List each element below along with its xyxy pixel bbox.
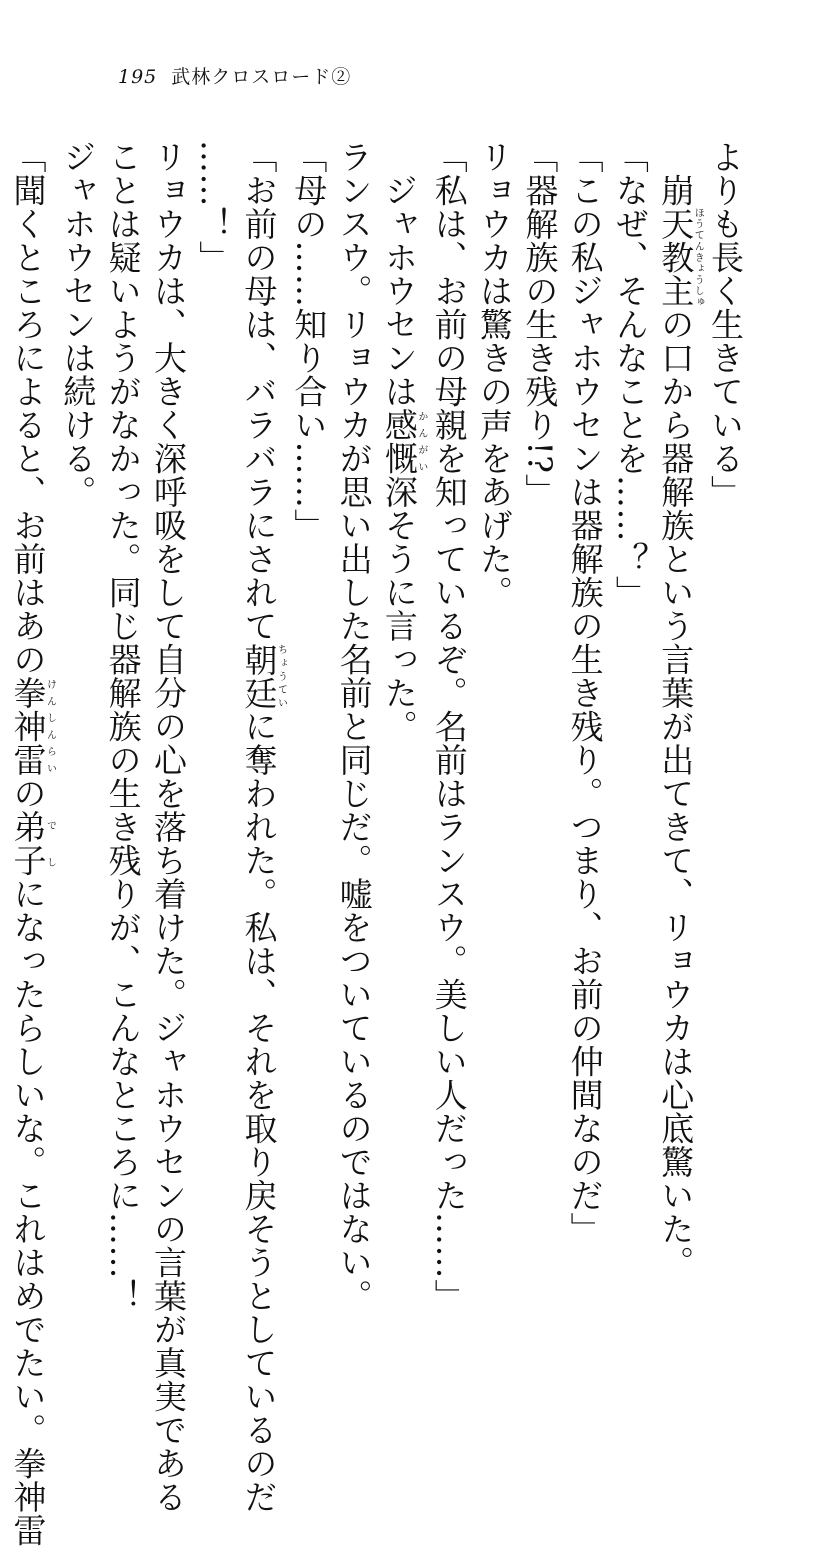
book-title: 武林クロスロード② [171, 66, 352, 88]
text-line: 「器解族の生き残り!?」 [520, 140, 560, 507]
text-line: 「母の……知り合い……」 [289, 140, 329, 542]
text-line: ジャホウセンは続ける。 [58, 140, 98, 509]
ruby-reading: でし [44, 810, 56, 877]
text-line: ことは疑いようがなかった。同じ器解族の生き残りが、こんなところに……！ [103, 140, 143, 1313]
vertical-text-body [5, 140, 748, 1547]
ruby-word: 拳神雷けんしんらい [8, 676, 56, 777]
ruby-reading: けんしんらい [44, 676, 56, 777]
text-line-ruby: ジャホウセンは感慨かんがい深そうに言った。 [379, 140, 427, 743]
text-line-ruby: 崩天教主ほうてんきょうしゅの口から器解族という言葉が出てきて、リョウカは心底驚いた。 [656, 140, 704, 1279]
page-number: 195 [118, 66, 158, 88]
text-line: 「私は、お前の母親を知っているぞ。名前はランスウ。美しい人だった……」 [429, 140, 469, 1313]
text-line: よりも長く生きている」 [706, 140, 745, 509]
ruby-reading: かんがい [415, 408, 427, 475]
text-line-ruby: 「お前の母は、バラバラにされて朝廷ちょうていに奪われた。私は、それを取り戻そうとしているのだ [239, 140, 287, 1514]
text-line: リョウカは驚きの声をあげた。 [475, 140, 515, 609]
text-line: ランスウ。リョウカが思い出した名前と同じだ。嘘をついているのではない。 [334, 140, 374, 1313]
text-line: リョウカは、大きく深呼吸をして自分の心を落ち着けた。ジャホウセンの言葉が真実である [148, 140, 188, 1514]
text-line-ruby: 「聞くところによると、お前はあの拳神雷けんしんらいの弟子でしになったらしいな。これはめでたい。拳神雷 [8, 140, 56, 1547]
ruby-reading: ちょうてい [275, 642, 287, 710]
ruby-word: 感慨かんがい [379, 408, 427, 475]
ruby-word: 朝廷ちょうてい [239, 642, 287, 710]
ruby-reading: ほうてんきょうしゅ [692, 207, 704, 308]
running-header [118, 62, 351, 89]
ruby-word: 弟子でし [8, 810, 56, 877]
text-line: 「この私ジャホウセンは器解族の生き残り。つまり、お前の仲間なのだ」 [565, 140, 605, 1246]
text-line: ……！」 [194, 140, 234, 274]
text-line: 「なぜ、そんなことを……？」 [610, 140, 650, 609]
ruby-word: 天教主ほうてんきょうしゅ [656, 207, 704, 308]
